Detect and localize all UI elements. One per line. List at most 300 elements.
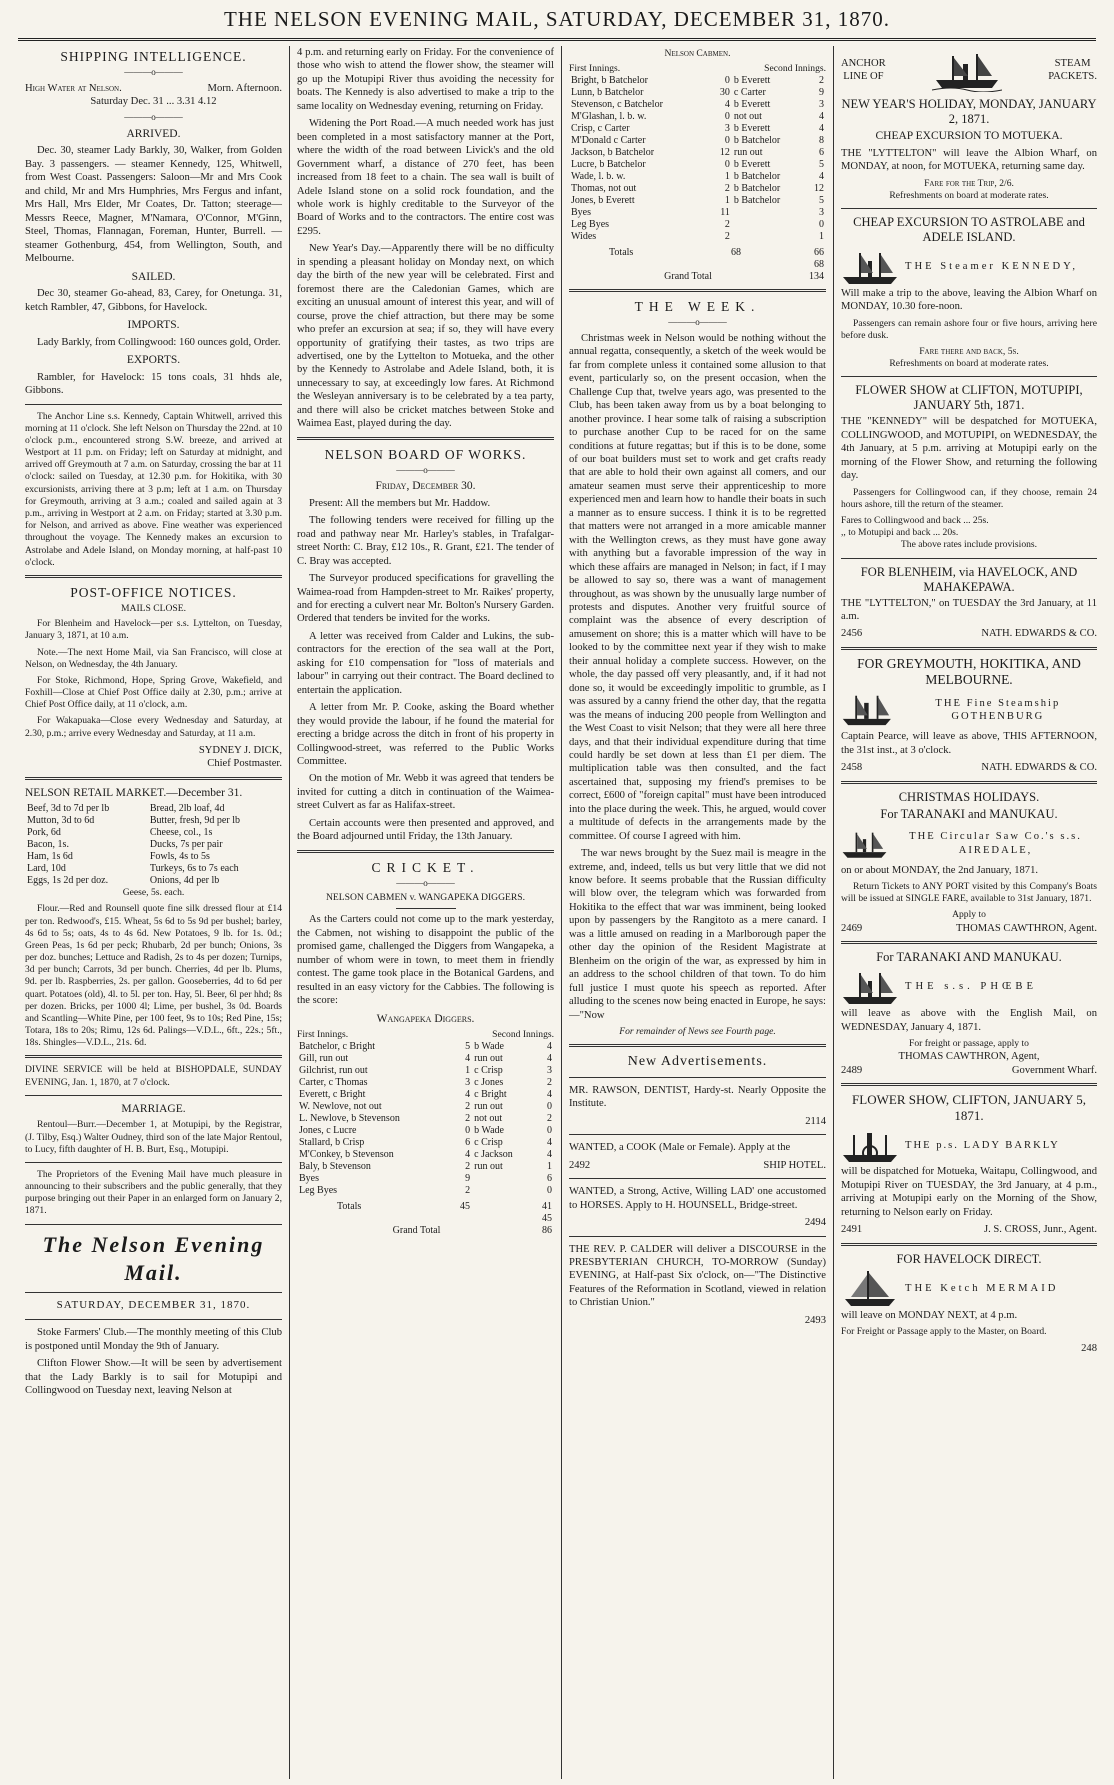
ornament: ———o——— [124, 67, 183, 78]
ad-number: 2491 [841, 1224, 863, 1236]
mermaid-freight: For Freight or Passage apply to the Master, on Board. [841, 1325, 1047, 1337]
week-title: THE WEEK. [634, 299, 761, 315]
second-score: 6 [819, 147, 824, 159]
sailed-text: Dec 30, steamer Go-ahead, 83, Carey, for Onetunga. 31, ketch Rambler, 47, Gibbons, for Havelock. [25, 288, 282, 313]
batsman: Gilchrist, run out [299, 1065, 368, 1077]
dismissal [732, 207, 808, 219]
new-years-day: New Year's Day.—Apparently there will be no difficulty in spending a pleasant holiday on Monday next, on which day the birth of the new year will be celebrated. First and foremost there are the Caledonian Games, which are exciting an unusual amount of interest this year, and will of course, prove the chief attraction, but there may be some who prefer an excursion at sea; if so, they will have every opportunity of gratifying their tastes, as two trips are advertised, one by the Lyttelton to Motueka, and the other by the Kennedy to Astrolabe and Adele Island, both, it is unnecessary to say, at exceedingly low fares. At Richmond the Wesleyan anniversary is to be celebrated by a tea party, and there will also be cricket matches between Stoke and Waimea East, played during the day. [297, 243, 554, 430]
airedale-block [841, 824, 1097, 864]
ad-number: 248 [1081, 1343, 1097, 1355]
post-office-title: POST-OFFICE NOTICES. [70, 584, 237, 600]
dismissal: run out [733, 147, 763, 159]
agent-line [841, 1223, 1097, 1236]
divider [841, 1083, 1097, 1086]
shipping-title: SHIPPING INTELLIGENCE. [60, 49, 247, 64]
cabmen-score-row [569, 99, 826, 111]
divider [25, 1162, 282, 1163]
divider [25, 1095, 282, 1096]
agent-name: NATH. EDWARDS & CO. [981, 628, 1097, 640]
second-score: 5 [819, 159, 824, 171]
batsman: Crisp, c Carter [571, 123, 630, 135]
second-score: 4 [819, 123, 824, 135]
ketch-icon [841, 1269, 899, 1309]
first-score: 6 [465, 1137, 471, 1149]
refreshments: Refreshments on board at moderate rates. [889, 189, 1049, 201]
batsman: Carter, c Thomas [299, 1077, 368, 1089]
first-score: 11 [720, 207, 730, 219]
kennedy-passengers: Passengers can remain ashore four or five hours, arriving here before dusk. [841, 317, 1097, 341]
postmaster-title: Chief Postmaster. [207, 758, 282, 770]
paper-flag: The Nelson Evening Mail. [42, 1231, 265, 1285]
cook-text: WANTED, a COOK (Male or Female). Apply at the [569, 1142, 791, 1154]
diggers-score-row [297, 1041, 554, 1053]
divider [841, 376, 1097, 377]
diggers-score-row [297, 1185, 554, 1197]
agent-line [841, 761, 1097, 774]
totals-row [569, 259, 826, 271]
market-title: NELSON RETAIL MARKET.—December 31. [25, 786, 243, 799]
refreshments: Refreshments on board at moderate rates. [889, 358, 1049, 370]
grand-total-label: Grand Total [392, 1225, 441, 1237]
ornament: ———o——— [668, 317, 727, 328]
cabmen-score-row [569, 87, 826, 99]
agent-place: Government Wharf. [1011, 1064, 1097, 1076]
first-innings: First Innings. [569, 63, 621, 75]
divider [841, 647, 1097, 650]
dismissal: c Jones [474, 1077, 504, 1089]
board-paragraph: Present: All the members but Mr. Haddow. [309, 497, 491, 509]
cabmen-totals [569, 247, 826, 283]
second-innings: Second Innings. [492, 1029, 554, 1041]
second-score: 0 [547, 1185, 552, 1197]
flag-date: SATURDAY, DECEMBER 31, 1870. [56, 1299, 251, 1312]
anchor-left [841, 57, 886, 84]
astrolabe-title: CHEAP EXCURSION TO ASTROLABE and ADELE ISLAND. [853, 214, 1085, 244]
ad-number: 2493 [804, 1314, 826, 1326]
batsman: Wade, l. b. w. [571, 171, 626, 183]
totals-first: 45 [460, 1201, 470, 1213]
batsman: M'Donald c Carter [571, 135, 646, 147]
agent-line [841, 1064, 1097, 1077]
first-score: 1 [724, 195, 730, 207]
second-score: 9 [819, 87, 824, 99]
lyttelton-text: THE "LYTTELTON" will leave the Albion Wharf, on MONDAY, at noon, for MOTUEKA, returning same day. [841, 147, 1097, 173]
first-score: 2 [465, 1101, 471, 1113]
dismissal: c Crisp [474, 1137, 503, 1149]
ad-cook [569, 1141, 826, 1172]
diggers-title: Wangapeka Diggers. [376, 1012, 475, 1025]
dismissal: run out [474, 1101, 503, 1113]
cheap-motueka: CHEAP EXCURSION TO MOTUEKA. [875, 130, 1063, 142]
first-score: 9 [465, 1173, 471, 1185]
cricket-body: As the Carters could not come up to the mark yesterday, the Cabmen, not wishing to disappoint the public of the promised game, challenged the Diggers from Wangapeka, a number of whom were in town, to meet them in friendly contest. The game took place in the Botanical Gardens, and resulted in an easy victory for the Cabbies. The following is the score: [297, 914, 554, 1007]
market-item-left: Pork, 6d [27, 827, 61, 839]
diggers-score-table [297, 1041, 554, 1197]
dismissal: run out [474, 1161, 503, 1173]
second-score: 5 [819, 195, 824, 207]
masthead [18, 0, 1096, 41]
post-p4: For Wakapuaka—Close every Wednesday and Saturday, at 2.30, p.m.; arrive every Wednesday and Saturday, at 11 a.m. [25, 715, 282, 739]
ad-phoebe [841, 950, 1097, 1077]
grand-total-label: Grand Total [664, 271, 712, 283]
batsman: Lunn, b Batchelor [571, 87, 644, 99]
divider [25, 1319, 282, 1320]
first-score: 3 [724, 123, 730, 135]
batsman: Gill, run out [299, 1053, 349, 1065]
divider [841, 781, 1097, 784]
market-item-left: Beef, 3d to 7d per lb [27, 803, 110, 815]
divine-service: DIVINE SERVICE will be held at BISHOPDALE, SUNDAY EVENING, Jan. 1, 1870, at 7 o'clock. [25, 1064, 282, 1088]
market-item-left: Eggs, 1s 2d per doz. [27, 875, 109, 887]
ad-holiday [841, 97, 1097, 202]
ad-number: 2489 [841, 1064, 863, 1076]
divider [569, 289, 826, 292]
divider [569, 1044, 826, 1047]
board-paragraph: The following tenders were received for filling up the road and pathway near Mr. Harley's stables, in Trafalgar-street North: C. Bray, £12 10s., R. Grant, £21. The tender of C. Bray was accepted. [297, 515, 554, 567]
batsman: Thomas, not out [571, 183, 637, 195]
ad-number: 2494 [804, 1217, 826, 1229]
ad-lad [569, 1185, 826, 1229]
gothenburg-block [841, 690, 1097, 730]
second-score: 4 [547, 1053, 552, 1065]
batsman: Stevenson, c Batchelor [571, 99, 663, 111]
dismissal: b Batchelor [733, 183, 781, 195]
diggers-score-row [297, 1113, 554, 1125]
batsman: M'Conkey, b Stevenson [299, 1149, 394, 1161]
holiday-title: NEW YEAR'S HOLIDAY, MONDAY, JANUARY 2, 1871. [841, 97, 1097, 126]
phoebe-title: THE s.s. PHŒBE [905, 981, 1037, 993]
anchor-word: ANCHOR [841, 57, 886, 69]
market-row [25, 815, 282, 827]
dismissal: b Everett [733, 159, 771, 171]
totals-first: 68 [731, 247, 741, 259]
dismissal: b Batchelor [733, 135, 781, 147]
first-score: 2 [465, 1185, 471, 1197]
ad-number: 2492 [569, 1159, 591, 1171]
kennedy-title: THE Steamer KENNEDY, [905, 261, 1079, 273]
clifton-flower-show: Clifton Flower Show.—It will be seen by advertisement that the Lady Barkly is to sail for Motupipi and Collingwood on Tuesday next, leaving Nelson at [25, 1358, 282, 1397]
column-4 [834, 46, 1104, 1779]
market-item-right: Ducks, 7s per pair [149, 839, 223, 851]
dismissal: b Everett [733, 75, 771, 87]
flower-title: FLOWER SHOW at CLIFTON, MOTUPIPI, JANUARY 5th, 1871. [855, 383, 1083, 413]
first-score: 30 [719, 87, 730, 99]
kennedy-block [841, 247, 1097, 287]
cook-footer [569, 1159, 826, 1172]
line-of-word: LINE OF [843, 71, 884, 82]
diggers-score-row [297, 1065, 554, 1077]
board-date: Friday, December 30. [375, 480, 476, 493]
week-paragraph: Christmas week in Nelson would be nothing without the annual regatta, consequently, a sketch of the week would be far from complete unless it contained some allusion to that event, particularly so, on the present occasion, when the Challenge Cup that, twelve years ago, was presented to the Club, has been taken away from us by a boat belonging to another province. I hear some talk of raising a subscription to purchase another Cup to be raced for on the same conditions at future regattas; but if this is to be done, some of our boat builders must set to work and get crafts ready that are able to hold their own against all comers, and our amateur seamen must serve their apprenticeship to more experienced men and learn how to handle their boats in such a manner as to ensure success. I think it is to be regretted that matters were not arranged in a more amicable manner with the Wellington crews, as they must have gone away with anything but a favorable impression of the way in which these affairs are managed in Nelson; in fact, if I may be allowed to say so, there was a want of management throughout, as was shown by the unusually large number of protests and disputes. Another very fruitful source of complaint was the absence of every description of amusement on shore; this is a matter which will have to be looked to by the committee next year if they wish to make their annual holiday a complete success. However, on the whole, the day passed off very pleasantly, and, if it had not done so, it would be exceedingly impolitic to grumble, as I was assured by a canny friend the other day, that the regatta was the means of inducing 200 people from Wellington and the West Coast to visit Nelson; that they were all here three days, and that their individual expenditure during that time could hardly be set down at less than £1 per diem. The multiplication table was then consulted, and the fact ascertained that, supposing my friend's premises to be correct, £600 of "foreign capital" must have been introduced into the place during the week. This, he argued, would cover a multitude of defects in the arrangements made by the committee. Of course I agreed with him. [569, 332, 826, 842]
divider [25, 575, 282, 578]
fare-text: Fare for the Trip, 2/6. [924, 177, 1014, 189]
arrived-text: Dec. 30, steamer Lady Barkly, 30, Walker, from Golden Bay. 3 passengers. — steamer Kennedy, 125, Whitwell, from West Coast. Passengers: Saloon—Mr and Mrs Cook and child, Mr and Mrs Humphries, Mrs Fergus and infant, Mrs Hall, Mrs Elder, Mr Coates, Dr. Tatton; steerage—Messrs Reece, Magner, M'Namara, O'Connor, M'Ginn, Steel, Thomas, Flannagan, Foreman, Hunter, Burrell. — steamer Gothenburg, 454, from Wellington, South, and Melbourne. [25, 145, 282, 265]
second-score: 4 [547, 1041, 552, 1053]
cabmen-score-row [569, 183, 826, 195]
second-score: 1 [819, 231, 824, 243]
marriage-text: Rentoul—Burr.—December 1, at Motupipi, by the Registrar, (J. Tilby, Esq.) Walter Oudney, third son of the late Major Rentoul, to Lucy, fifth daughter of H. B. Burt, Esq., Motupipi. [25, 1119, 282, 1155]
post-p3: For Stoke, Richmond, Hope, Spring Grove, Wakefield, and Foxhill—Close at Chief Post Office daily at 2.30, p.m.; arrive at Chief Post Office daily, at 11 o'clock, a.m. [25, 674, 282, 711]
ad-number: 2456 [841, 628, 863, 640]
totals-second: 41 [542, 1201, 552, 1213]
agent-line [841, 627, 1097, 640]
column-2 [290, 46, 562, 1779]
second-score: 4 [547, 1149, 552, 1161]
barkly-text: will be dispatched for Motueka, Waitapu, Collingwood, and Motupipi River on TUESDAY, the 3rd January, at 4 p.m., arriving at Motupipi early on the Morning of the Show, returning to Nelson early on Friday. [841, 1166, 1097, 1218]
ad-lady-barkly [841, 1092, 1097, 1236]
steamship-icon [841, 967, 899, 1007]
second-score: 6 [547, 1173, 552, 1185]
post-p2: Note.—The next Home Mail, via San Francisco, will close at Nelson, on Wednesday, the 4th January. [25, 646, 282, 670]
totals-label: Totals [337, 1201, 362, 1213]
dismissal [732, 219, 808, 231]
market-item-right: Butter, fresh, 9d per lb [149, 815, 240, 827]
second-score: 0 [547, 1101, 552, 1113]
cabmen-score-row [569, 231, 826, 243]
greymouth-title: FOR GREYMOUTH, HOKITIKA, AND MELBOURNE. [857, 655, 1081, 688]
market-table [25, 803, 282, 887]
geese-line: Geese, 5s. each. [122, 887, 185, 899]
second-score: 3 [819, 207, 824, 219]
first-score: 4 [465, 1149, 471, 1161]
ornament: ———o——— [396, 464, 455, 475]
airedale-text: on or about MONDAY, the 2nd January, 1871. [841, 864, 1039, 876]
ornament: ———o——— [396, 877, 455, 888]
board-paragraphs [297, 497, 554, 844]
first-score: 3 [465, 1077, 471, 1089]
second-score: 4 [819, 111, 824, 123]
exports-head: EXPORTS. [126, 354, 181, 367]
dismissal: c Bright [474, 1089, 507, 1101]
second-innings: Second Innings. [764, 63, 826, 75]
batsman: Byes [299, 1173, 319, 1185]
batsman: Leg Byes [299, 1185, 338, 1197]
havelock-title: FOR HAVELOCK DIRECT. [896, 1251, 1042, 1266]
batsman: M'Glashan, l. b. w. [571, 111, 647, 123]
diggers-score-row [297, 1137, 554, 1149]
market-row [25, 851, 282, 863]
post-p1: For Blenheim and Havelock—per s.s. Lyttelton, on Tuesday, January 3, 1871, at 10 a.m. [25, 618, 282, 642]
first-score: 4 [465, 1053, 471, 1065]
diggers-score-row [297, 1089, 554, 1101]
steamship-icon [841, 690, 893, 730]
cabmen-score-row [569, 171, 826, 183]
divider [841, 941, 1097, 944]
first-innings: First Innings. [297, 1029, 349, 1041]
remainder-note: For remainder of News see Fourth page. [619, 1026, 776, 1038]
batsman: Jackson, b Batchelor [571, 147, 655, 159]
divider [297, 437, 554, 440]
divider [841, 558, 1097, 559]
fares-collingwood: Fares to Collingwood and back ... 25s. [841, 515, 989, 527]
market-item-left: Mutton, 3d to 6d [27, 815, 95, 827]
steamship-icon [841, 824, 888, 864]
imports-text: Lady Barkly, from Collingwood: 160 ounces gold, Order. [37, 336, 281, 348]
high-water-row: Saturday Dec. 31 ... 3.31 4.12 [90, 96, 217, 108]
market-row [25, 827, 282, 839]
dismissal: b Everett [733, 123, 771, 135]
ad-number: 2469 [841, 922, 863, 934]
first-score: 1 [465, 1065, 471, 1077]
new-ads-title: New Advertisements. [627, 1054, 768, 1070]
freight-note: For freight or passage, apply to [909, 1037, 1029, 1049]
totals-second: 66 [814, 247, 824, 259]
market-row [25, 839, 282, 851]
anchor-line-header [841, 46, 1097, 94]
batsman: Leg Byes [571, 219, 610, 231]
first-score: 4 [724, 99, 730, 111]
innings-heads [297, 1029, 554, 1041]
first-score: 0 [724, 159, 730, 171]
totals-row [297, 1201, 554, 1213]
first-score: 0 [465, 1125, 471, 1137]
batsman: Stallard, b Crisp [299, 1137, 365, 1149]
divider [841, 1243, 1097, 1246]
market-row [25, 803, 282, 815]
dismissal [472, 1173, 536, 1185]
divider [25, 1055, 282, 1058]
market-row [25, 863, 282, 875]
ad-flower-show [841, 383, 1097, 551]
agent-name: J. S. CROSS, Junr., Agent. [983, 1224, 1097, 1236]
dismissal: b Wade [474, 1041, 504, 1053]
steamship-icon [841, 247, 899, 287]
batsman: Baly, b Stevenson [299, 1161, 371, 1173]
mermaid-text: will leave on MONDAY NEXT, at 4 p.m. [841, 1309, 1018, 1321]
week-paragraph: The war news brought by the Suez mail is meagre in the extreme, and, indeed, tells us but very little that we did not know before. It seems probable that the Russian difficulty will blow over, the telegram which was forwarded from Hokitika to the effect that war was imminent, being looked upon by passengers by the Rangitoto as a mere canard. I was a little amused on reading in a Marlborough paper the other day the opinion of the Resident Magistrate at Blenheim on the origin of the war, as expressed by him in an address to the school children of that town. To do him full justice I must quote his speech as reported. After alluding to the scenes now being enacted in Europe, he says:—"Now [569, 848, 826, 1021]
divider [841, 208, 1097, 209]
proprietors-notice: The Proprietors of the Evening Mail have much pleasure in announcing to their subscribers and the public generally, that they purpose bringing out their Paper in an enlarged form on January 2, 1871. [25, 1168, 282, 1217]
ad-rawson [569, 1084, 826, 1128]
return-tickets: Return Tickets to ANY PORT visited by this Company's Boats will be issued at SINGLE FARE, available to 31st January, 1871. [841, 881, 1097, 905]
divider [25, 404, 282, 405]
barkly-title: THE p.s. LADY BARKLY [905, 1139, 1060, 1151]
paddle-steamer-icon [841, 1125, 899, 1165]
cabmen-score-row [569, 159, 826, 171]
first-score: 2 [465, 1113, 471, 1125]
cricket-title: CRICKET. [371, 859, 480, 875]
taranaki2-title: For TARANAKI AND MANUKAU. [876, 950, 1062, 965]
batsman: L. Newlove, b Stevenson [299, 1113, 400, 1125]
divider [569, 1236, 826, 1237]
gothenburg-text: Captain Pearce, will leave as above, THIS AFTERNOON, the 31st inst., at 3 o'clock. [841, 731, 1097, 756]
market-item-right: Onions, 4d per lb [149, 875, 220, 887]
agent-name: THOMAS CAWTHRON, Agent, [898, 1051, 1040, 1063]
dismissal: c Crisp [474, 1065, 503, 1077]
sailed-head: SAILED. [131, 270, 176, 283]
mermaid-block [841, 1269, 1097, 1309]
ad-greymouth [841, 656, 1097, 775]
gothenburg-title: THE Fine Steamship GOTHENBURG [935, 697, 1061, 723]
board-paragraph: Certain accounts were then presented and approved, and the Board adjourned until Friday, the 13th January. [297, 817, 554, 843]
market-item-left: Bacon, 1s. [27, 839, 69, 851]
batsman: W. Newlove, not out [299, 1101, 382, 1113]
marriage-title: MARRIAGE. [121, 1102, 186, 1115]
first-score: 2 [465, 1161, 471, 1173]
dismissal [472, 1185, 536, 1197]
masthead-title: THE NELSON EVENING MAIL, SATURDAY, DECEMBER 31, 1870. [223, 7, 891, 31]
ad-number: 2458 [841, 762, 863, 774]
market-item-left: Lard, 10d [27, 863, 66, 875]
steamship-icon [932, 48, 1002, 92]
diggers-score-row [297, 1173, 554, 1185]
cabmen-score-row [569, 195, 826, 207]
first-score: 2 [724, 219, 730, 231]
market-row [25, 875, 282, 887]
board-title: NELSON BOARD OF WORKS. [324, 446, 527, 462]
widening-port-road: Widening the Port Road.—A much needed work has just been completed in a most satisfactory manner at the Port, where the width of the road between Livick's and the old Government wharf, a distance of 270 feet, has been increased from 18 feet to a chain. The sea wall is built of Adele Island stone on a solid rock foundation, and the whole work is highly creditable to the Surveyor of the Board of Works and to the contractors. The entire cost was £295. [297, 118, 554, 237]
second-score: 2 [547, 1113, 552, 1125]
diggers-score-row [297, 1161, 554, 1173]
dismissal: c Carter [733, 87, 766, 99]
mermaid-title: THE Ketch MERMAID [905, 1282, 1059, 1294]
second-score: 4 [547, 1089, 552, 1101]
cook-place: SHIP HOTEL. [763, 1159, 826, 1171]
second-score: 3 [547, 1065, 552, 1077]
dismissal: run out [474, 1053, 503, 1065]
dismissal: b Everett [733, 99, 771, 111]
post-signature [25, 744, 282, 771]
grand-total-row [297, 1225, 554, 1237]
board-paragraph: A letter was received from Calder and Lukins, the sub-contractors for the erection of the sea wall at the Port, asking for £10 compensation for "loss of materials and labour" in carrying out their contract. The Board declined to entertain the application. [297, 630, 554, 696]
innings-heads [569, 63, 826, 75]
ad-number: 2114 [805, 1115, 826, 1127]
cabmen-score-row [569, 111, 826, 123]
christmas-title: CHRISTMAS HOLIDAYS. [898, 789, 1040, 804]
phoebe-text: will leave as above with the English Mail, on WEDNESDAY, January 4, 1871. [841, 1008, 1097, 1033]
market-item-right: Bread, 2lb loaf, 4d [149, 803, 225, 815]
diggers-score-row [297, 1101, 554, 1113]
anchor-right [1048, 57, 1097, 84]
second-score: 4 [547, 1137, 552, 1149]
cabmen-score-row [569, 123, 826, 135]
second-score: 4 [819, 171, 824, 183]
batsman: Wides [571, 231, 597, 243]
postmaster-name: SYDNEY J. DICK, [198, 744, 282, 756]
ad-christmas [841, 790, 1097, 935]
market-item-right: Cheese, col., 1s [149, 827, 213, 839]
board-paragraph: A letter from Mr. P. Cooke, asking the Board whether they would provide the labour, if he found the material for erecting a bridge across the ditch in front of his property in Collingwood-street, was referred to the Public Works Committee. [297, 702, 554, 767]
grand-total-value: 134 [809, 271, 824, 283]
batsman: Byes [571, 207, 591, 219]
first-score: 0 [724, 75, 730, 87]
second-score: 3 [819, 99, 824, 111]
apply-to: Apply to [952, 909, 986, 921]
arrived-head: ARRIVED. [126, 127, 181, 140]
exports-text: Rambler, for Havelock: 15 tons coals, 31 hhds ale, Gibbons. [25, 371, 282, 397]
grand-total-value: 86 [542, 1225, 552, 1237]
totals-carry: 68 [814, 259, 824, 271]
ad-havelock [841, 1252, 1097, 1356]
second-score: 1 [547, 1161, 552, 1173]
totals-row [569, 247, 826, 259]
week-paragraphs [569, 332, 826, 1022]
market-body: Flour.—Red and Rounsell quote fine silk dressed flour at £14 per ton. Redwood's, £15. Wheat, 5s 6d to 5s 9d per bushel; barley, 4s 6d to 5s; oats, 4s to 4s 6d. New Potatoes, 9 lb. for 1s. 0d.; Green Peas, 1s 6d per peck; Rhubarb, 2d per bunch; Onions, 3s per doz. bunches; Lettuce and Radish, 2s to 4s per dozen; Turnips, 3d per bunch; Carrots, 3d per bunch. Cherries, 4d per lb. Plums, 9d. per lb. Raspberries, 2s. per gallon. Gooseberries, 4d to 6d per quart. Potatoes (old), 4l. to 5l. per ton. Hay, 5l. Beer, 6l per hhd; 8s per dozen. Bricks, per 1000 4l; Lime, per bushel, 3s 0d. Boards and Scantling—White Pine, per 100 feet, 9s to 10s; Red Pine, 15s; Totara, 18s to 20s; Rimu, 12s 6d. Palings—V.D.L., 6ft., 22s.; 5ft., 18s. Shingles—V.D.L., 21s. 6d. [25, 903, 282, 1049]
barkly-block [841, 1125, 1097, 1165]
dismissal: not out [474, 1113, 503, 1125]
divider [569, 1178, 826, 1179]
divider [297, 850, 554, 853]
rawson-text: MR. RAWSON, DENTIST, Hardy-st. Nearly Opposite the Institute. [569, 1084, 826, 1110]
calder-text: THE REV. P. CALDER will deliver a DISCOURSE in the PRESBYTERIAN CHURCH, TO-MORROW (Sunday) EVENING, at Half-past Six o'clock, on—"The Distinctive Features of the Reformation in Scotland, viewed in relation to Christian Union." [569, 1243, 826, 1309]
totals-row [297, 1213, 554, 1225]
clifton-continued: 4 p.m. and returning early on Friday. For the convenience of those who wish to attend the flower show, the steamer will go up the Motupipi River thus avoiding the necessity for boats. The Kennedy is also advertised to make a trip to the same locality on Wednesday evening, returning on Friday. [297, 47, 554, 112]
market-item-right: Turkeys, 6s to 7s each [149, 863, 239, 875]
imports-head: IMPORTS. [127, 319, 180, 332]
agent-name: NATH. EDWARDS & CO. [981, 762, 1097, 774]
first-score: 0 [724, 135, 730, 147]
diggers-score-row [297, 1077, 554, 1089]
